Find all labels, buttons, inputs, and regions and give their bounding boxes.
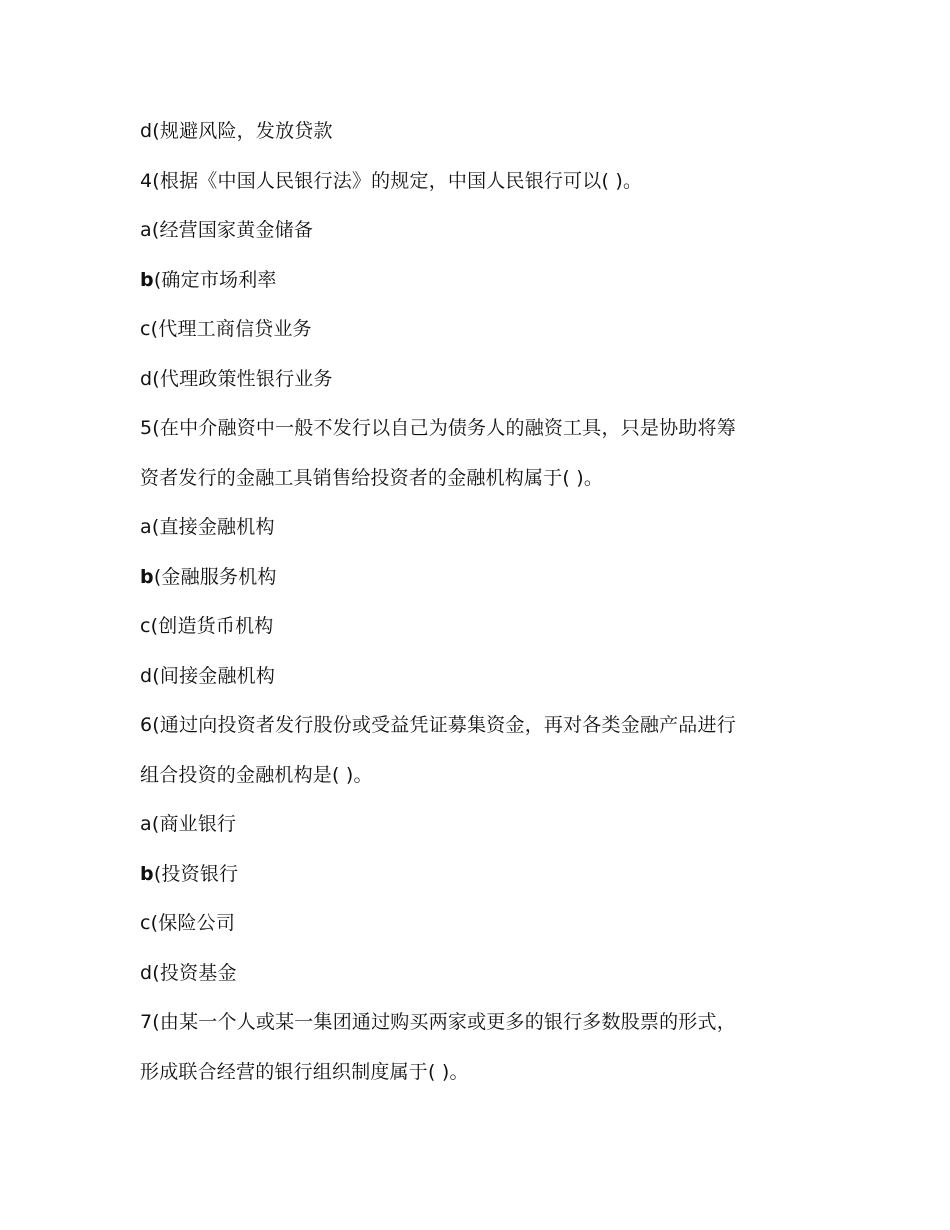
option-label: d — [140, 664, 153, 687]
line-text: (根据《中国人民银行法》的规定，中国人民银行可以( )。 — [152, 169, 643, 192]
option-label: a — [140, 219, 152, 241]
text-line — [140, 610, 820, 660]
line-text: (保险公司 — [150, 912, 236, 934]
option-label: d — [140, 120, 153, 142]
text-line — [140, 660, 820, 710]
text-line — [140, 313, 820, 363]
line-text: (代理政策性银行业务 — [152, 367, 333, 390]
line-text: (直接金融机构 — [151, 516, 275, 538]
option-label: d — [140, 961, 153, 984]
text-line — [140, 907, 820, 957]
option-label: c — [140, 318, 151, 340]
text-line — [140, 957, 820, 1007]
line-text: (金融服务机构 — [153, 565, 277, 588]
option-label: 4 — [140, 169, 153, 192]
line-text: (间接金融机构 — [152, 664, 276, 687]
line-text: 形成联合经营的银行组织制度属于( )。 — [140, 1060, 469, 1083]
option-label: c — [140, 912, 151, 934]
option-label: b — [140, 565, 154, 588]
option-label: d — [140, 367, 153, 390]
line-text: 组合投资的金融机构是( )。 — [140, 763, 373, 786]
line-text: 资者发行的金融工具销售给投资者的金融机构属于( )。 — [140, 466, 604, 489]
document-body — [140, 115, 820, 1105]
line-text: (在中介融资中一般不发行以自己为债务人的融资工具，只是协助将筹 — [152, 417, 736, 439]
text-line — [140, 858, 820, 908]
text-line — [140, 709, 820, 759]
option-label: 7 — [140, 1011, 153, 1033]
line-text: (投资银行 — [153, 862, 239, 885]
text-line — [140, 808, 820, 858]
text-line — [140, 1056, 820, 1106]
option-label: a — [140, 516, 152, 538]
line-text: (创造货币机构 — [150, 615, 274, 637]
text-line — [140, 462, 820, 512]
text-line — [140, 561, 820, 611]
line-text: (由某一个人或某一集团通过购买两家或更多的银行多数股票的形式， — [152, 1011, 736, 1033]
text-line — [140, 165, 820, 215]
text-line — [140, 1006, 820, 1056]
option-label: c — [140, 615, 151, 637]
line-text: (经营国家黄金储备 — [151, 219, 314, 241]
line-text: (商业银行 — [151, 813, 237, 835]
text-line — [140, 363, 820, 413]
text-line — [140, 412, 820, 462]
option-label: 5 — [140, 417, 153, 439]
text-line — [140, 264, 820, 314]
option-label: b — [140, 862, 154, 885]
option-label: b — [140, 268, 154, 291]
option-label: 6 — [140, 714, 153, 736]
line-text: (代理工商信贷业务 — [150, 318, 312, 340]
line-text: (投资基金 — [152, 961, 237, 984]
line-text: (通过向投资者发行股份或受益凭证募集资金，再对各类金融产品进行 — [152, 714, 736, 736]
line-text: (规避风险，发放贷款 — [152, 120, 333, 142]
line-text: (确定市场利率 — [153, 268, 277, 291]
text-line — [140, 214, 820, 264]
option-label: a — [140, 813, 152, 835]
text-line — [140, 115, 820, 165]
text-line — [140, 511, 820, 561]
text-line — [140, 759, 820, 809]
